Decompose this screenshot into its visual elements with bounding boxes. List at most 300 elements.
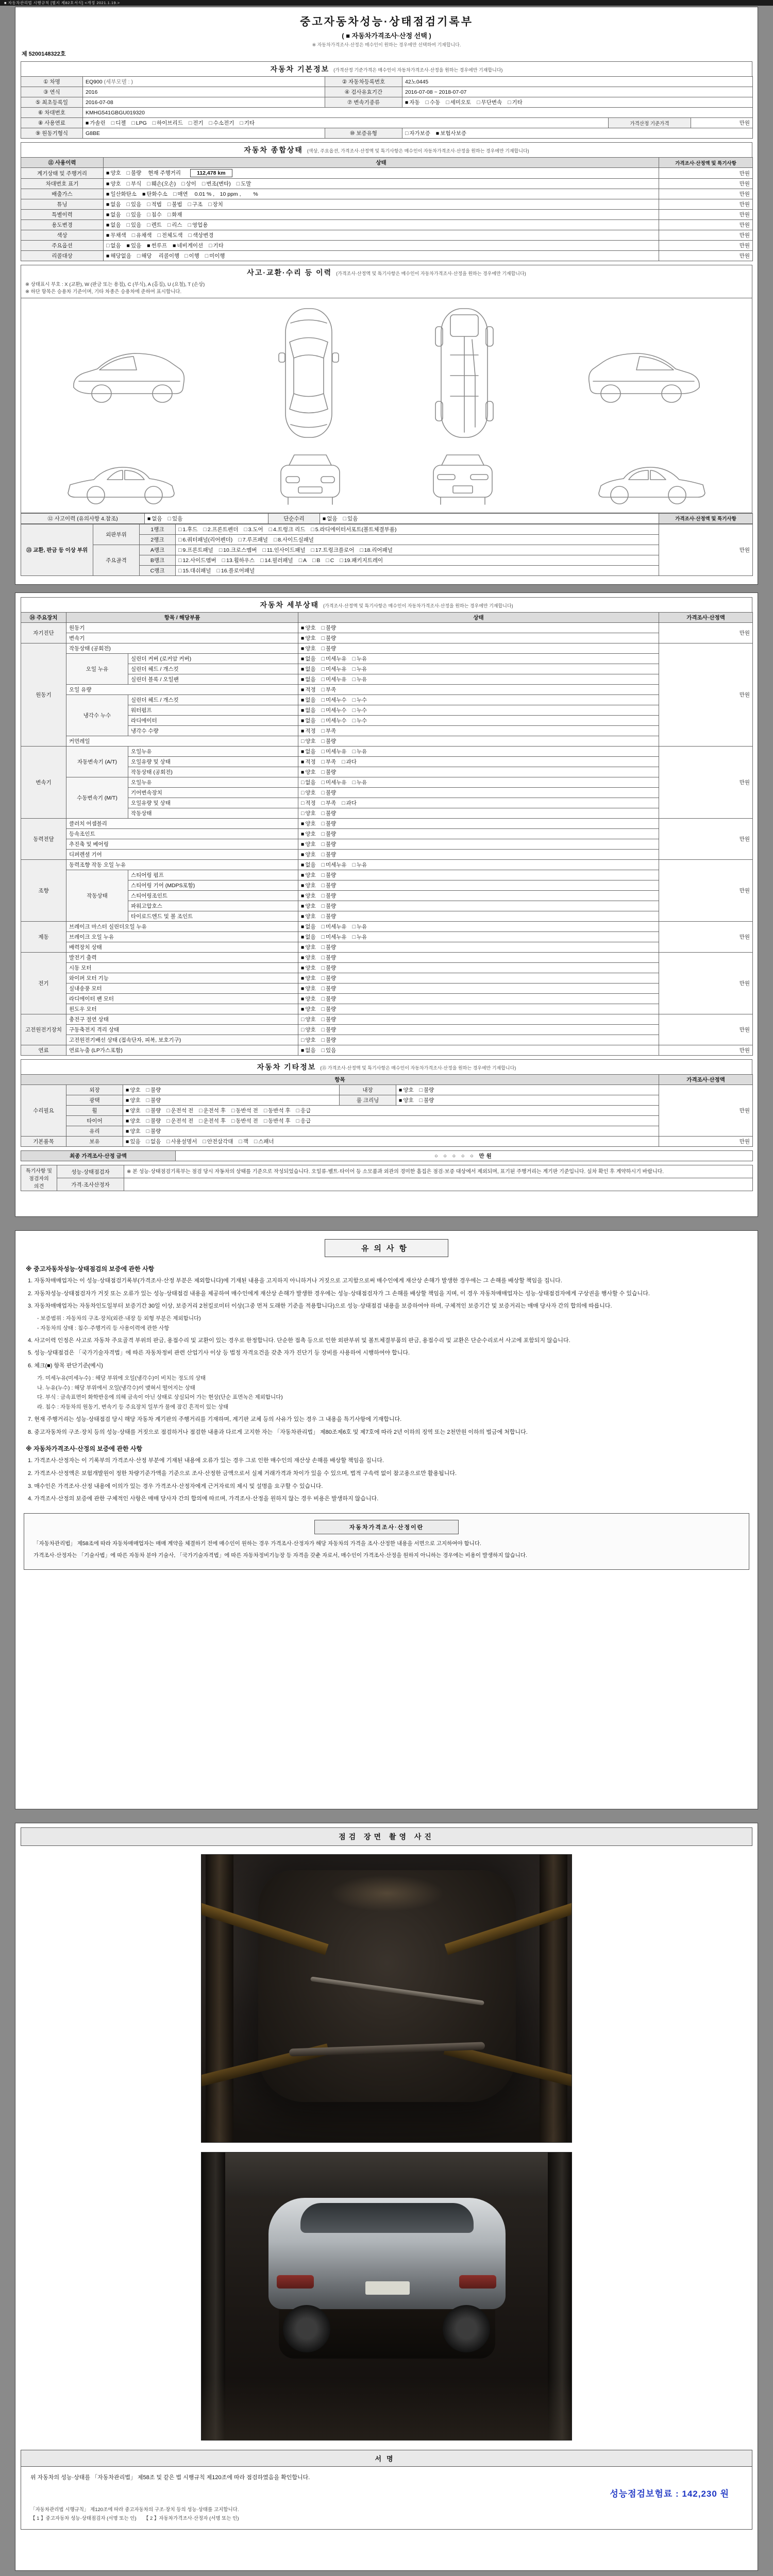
checkbox-checked xyxy=(147,515,162,522)
device-group-label: 동력전달 xyxy=(21,819,66,860)
checkbox-checked xyxy=(301,655,316,663)
checkbox-glyph: □ xyxy=(126,212,130,218)
checkbox-glyph: □ xyxy=(178,526,182,533)
checkbox-option xyxy=(322,768,337,776)
checkbox-label: 10.크로스멤버 xyxy=(223,547,257,553)
checkbox-option xyxy=(322,892,337,900)
checkbox-checked xyxy=(301,974,316,982)
checkbox-checked xyxy=(399,1086,414,1094)
sub-group-label: 자동변속기 (A/T) xyxy=(66,747,128,777)
detail-row xyxy=(21,643,753,654)
checkbox-label: 양호 xyxy=(305,1016,316,1023)
checkbox-option xyxy=(322,1046,337,1054)
checkbox-glyph: ■ xyxy=(86,120,89,126)
comprehensive-note: (색상, 주요옵션, 가격조사·산정액 및 특기사항은 매수인이 자동차가격조사·산정을 원하는 경우에만 기재합니다) xyxy=(307,148,529,154)
checkbox-label: 없음 xyxy=(305,666,316,672)
checkbox-label: 탄화수소 xyxy=(146,191,167,197)
checkbox-glyph: □ xyxy=(311,547,314,553)
section-etc-info xyxy=(21,1059,752,1147)
device-group-label: 원동기 xyxy=(21,643,66,747)
notice-item: 3. 자동차매매업자는 자동차인도일부터 보증기간 30일 이상, 보증거리 2천킬로미터 이상(그중 먼저 도래한 기준을 적용합니다)으로 성능·상태점검 내용을 보증하여야 하며, 구체적인 보증기간 및 보증거리는 매매 당사자 간의 합의에 따릅니다. xyxy=(28,1303,612,1310)
checkbox-glyph: □ xyxy=(254,1139,258,1145)
checkbox-glyph: ■ xyxy=(106,201,110,208)
checkbox-label: 미세누유 xyxy=(325,656,347,662)
checkbox-option xyxy=(264,1117,291,1125)
checkbox-label: 없음 xyxy=(110,222,121,228)
section-accident-history xyxy=(21,265,752,576)
checkbox-option xyxy=(296,1117,311,1125)
checkbox-checked xyxy=(126,1127,141,1135)
rear-window-shape xyxy=(300,2203,474,2233)
checkbox-label: 14.필러패널 xyxy=(264,557,293,564)
checkbox-option xyxy=(352,933,367,941)
detail-row xyxy=(21,695,753,705)
checkbox-option xyxy=(178,526,197,533)
checkbox-label: 양호 xyxy=(305,635,316,641)
checkbox-checked xyxy=(301,768,316,776)
checkbox-checked xyxy=(301,717,316,724)
checkbox-glyph: □ xyxy=(147,181,150,187)
detail-row xyxy=(21,747,753,757)
checkbox-label: 있음 xyxy=(130,1139,141,1145)
status-cell xyxy=(298,984,659,994)
checkbox-option xyxy=(178,536,232,544)
checkbox-label: 양호 xyxy=(403,1087,414,1093)
checkbox-label: 스패너 xyxy=(258,1139,274,1145)
usage-item-label: 주요옵션 xyxy=(21,241,104,251)
detail-row xyxy=(21,932,753,942)
checkbox-option xyxy=(322,778,347,786)
etc-item-label: 광택 xyxy=(66,1095,123,1106)
checkbox-label: 해당없음 xyxy=(110,253,131,259)
usage-item-label: 차대번호 표기 xyxy=(21,179,104,189)
checkbox-glyph: □ xyxy=(321,759,325,765)
checkbox-label: 동반석 전 xyxy=(236,1118,258,1124)
checkbox-glyph: □ xyxy=(268,526,272,533)
checkbox-glyph: □ xyxy=(188,232,192,239)
detail-row xyxy=(21,685,753,695)
checkbox-option xyxy=(322,964,337,972)
notice-subitem: - 자동차의 상태 : 침수·주행거리 등 사용이력에 관한 사항 xyxy=(37,1325,170,1331)
checkbox-label: 미이행 xyxy=(209,253,225,259)
status-cell xyxy=(298,901,659,911)
checkbox-checked xyxy=(126,1096,141,1104)
checkbox-label: 화재 xyxy=(172,212,182,218)
item-label: 오일 유량 xyxy=(66,685,298,695)
checkbox-glyph: ■ xyxy=(147,243,150,249)
device-group-label: 자기진단 xyxy=(21,623,66,643)
car-submodel: (세부모델 : ) xyxy=(104,79,133,85)
checkbox-label: 양호 xyxy=(305,903,316,909)
checkbox-glyph: □ xyxy=(131,120,135,126)
checkbox-label: 7.루프패널 xyxy=(242,536,268,543)
checkbox-checked xyxy=(301,871,316,879)
checkbox-label: 부족 xyxy=(325,759,337,765)
etc-item-label: 룸 크리닝 xyxy=(340,1095,396,1106)
item-label: 브레이크 마스터 실린더오일 누유 xyxy=(66,922,298,932)
device-group-label: 전기 xyxy=(21,953,66,1014)
checkbox-glyph: □ xyxy=(263,1118,267,1124)
checkbox-checked xyxy=(147,242,167,249)
checkbox-option xyxy=(178,567,211,574)
checkbox-glyph: ■ xyxy=(405,99,409,106)
checkbox-glyph: ■ xyxy=(301,934,305,940)
status-cell xyxy=(104,179,659,189)
checkbox-checked xyxy=(301,995,316,1003)
checkbox-option xyxy=(312,557,320,564)
checkbox-checked xyxy=(301,820,316,827)
price-survey-note: ※ 자동차가격조사·산정은 매수인이 원하는 경우에만 선택하여 기재합니다. xyxy=(312,42,461,47)
premium-value: 142,230 원 xyxy=(682,2489,729,2499)
checkbox-label: 적정 xyxy=(305,728,316,734)
basic-info-note: (가격산정 기준가격은 매수인이 자동차가격조사·산정을 원하는 경우에만 기재합니다) xyxy=(333,67,503,73)
accident-header xyxy=(21,265,752,280)
checkbox-option xyxy=(322,1015,337,1023)
checkbox-option xyxy=(301,1015,316,1023)
checkbox-label: 양호 xyxy=(305,852,316,858)
checkbox-glyph: □ xyxy=(219,547,223,553)
checkbox-glyph: ■ xyxy=(126,1139,129,1145)
rank-label: C랭크 xyxy=(140,565,176,575)
checkbox-glyph: □ xyxy=(209,243,212,249)
basic-info-table xyxy=(21,76,753,139)
checkbox-glyph: □ xyxy=(321,996,325,1002)
inspection-value: 2016-07-08 ~ 2018-07-07 xyxy=(402,87,753,97)
checkbox-label: 양호 xyxy=(130,1087,141,1093)
price-base-label: 가격산정 기준가격 xyxy=(609,118,691,128)
checkbox-glyph: □ xyxy=(321,1016,325,1023)
checkbox-label: 있음 xyxy=(130,201,142,208)
item-label: 워터펌프 xyxy=(128,705,298,716)
checkbox-label: 불량 xyxy=(325,769,337,775)
rank-label: 1랭크 xyxy=(140,524,176,534)
inspection-photo-rear-lift xyxy=(201,2152,572,2441)
checkbox-label: 없음 xyxy=(305,934,316,940)
checkbox-option xyxy=(231,1107,258,1114)
checkbox-option xyxy=(219,546,257,554)
checkbox-label: 불량 xyxy=(325,831,337,837)
detail-row xyxy=(21,870,753,880)
checkbox-checked xyxy=(301,954,316,961)
checkbox-label: 불량 xyxy=(325,646,337,652)
checkbox-glyph: ■ xyxy=(301,924,305,930)
etc-item-label: 유리 xyxy=(66,1126,123,1137)
status-cell xyxy=(298,777,659,788)
checkbox-option xyxy=(299,557,307,564)
checkbox-glyph: □ xyxy=(239,1139,242,1145)
detail-row xyxy=(21,767,753,777)
checkbox-option xyxy=(240,119,255,127)
car-rear-view-diagram xyxy=(424,448,501,510)
checkbox-option xyxy=(322,985,337,992)
checkbox-glyph: □ xyxy=(147,201,150,208)
notice-item: 4. 가격조사·산정의 보증에 관한 구체적인 사항은 매매 당사자 간의 합의에 따르며, 가격조사·산정을 원하지 않는 경우 비용은 발생하지 않습니다. xyxy=(28,1496,379,1502)
accident-note: (가격조사·산정액 및 특기사항은 매수인이 자동차가격조사·산정을 원하는 경우에만 기재합니다) xyxy=(336,271,526,276)
checkbox-glyph: ■ xyxy=(301,913,305,920)
checkbox-label: 상이 xyxy=(186,181,196,187)
checkbox-glyph: ■ xyxy=(106,232,110,239)
basic-info-title: 자동차 기본정보 xyxy=(270,65,330,73)
item-label: 실린더 헤드 / 개스킷 xyxy=(128,664,298,674)
status-cell xyxy=(104,199,659,210)
detail-row xyxy=(21,757,753,767)
status-cell xyxy=(298,819,659,829)
checkbox-glyph: □ xyxy=(222,557,225,564)
checkbox-option xyxy=(322,686,337,693)
checkbox-label: 누유 xyxy=(356,676,367,683)
item-label: 동력조향 작동 오일 누유 xyxy=(66,860,298,870)
detail-row xyxy=(21,726,753,736)
checkbox-option xyxy=(260,556,293,564)
checkbox-option xyxy=(254,1138,274,1145)
checkbox-glyph: ■ xyxy=(301,986,305,992)
checkbox-option xyxy=(352,923,367,930)
col-etc-item: 항목 xyxy=(21,1075,659,1085)
notice-subitem: 라. 침수 : 자동차의 원동기, 변속기 등 주요장치 일부가 물에 잠긴 흔적이 있는 상태 xyxy=(37,1404,229,1411)
checkbox-glyph: ■ xyxy=(301,666,305,672)
checkbox-label: 양호 xyxy=(305,821,316,827)
etc-header xyxy=(21,1059,752,1074)
detail-row xyxy=(21,819,753,829)
checkbox-label: 있음 xyxy=(130,243,142,249)
checkbox-option xyxy=(322,840,337,848)
col-etc-price: 가격조사·산정액 xyxy=(659,1075,753,1085)
checkbox-label: 불량 xyxy=(325,790,337,796)
checkbox-option xyxy=(301,809,316,817)
section-final-price xyxy=(21,1150,752,1161)
checkbox-option xyxy=(352,861,367,869)
checkbox-glyph: □ xyxy=(184,253,188,259)
checkbox-option xyxy=(239,1138,248,1145)
detail-row xyxy=(21,705,753,716)
detail-row xyxy=(21,839,753,850)
checkbox-glyph: □ xyxy=(146,1118,149,1124)
document-number: 제 5200148322호 xyxy=(22,51,66,57)
accident-flags-table xyxy=(21,513,753,524)
checkbox-label: 없음 xyxy=(305,676,316,683)
checkbox-label: 없음 xyxy=(305,924,316,930)
checkbox-option xyxy=(166,1117,193,1125)
checkbox-label: 양호 xyxy=(305,913,316,920)
checkbox-label: 불량 xyxy=(150,1118,161,1124)
notice-section2-items xyxy=(24,1456,749,1504)
checkbox-label: 불량 xyxy=(150,1128,161,1134)
checkbox-glyph: □ xyxy=(188,120,192,126)
checkbox-glyph: □ xyxy=(321,738,325,744)
sub-group-label: 냉각수 누수 xyxy=(66,695,128,736)
basic-info-header xyxy=(21,61,752,76)
status-cell xyxy=(298,685,659,695)
checkbox-glyph: □ xyxy=(352,862,356,868)
checkbox-label: 없음 xyxy=(150,1139,161,1145)
checkbox-label: 없음 xyxy=(305,718,316,724)
notice-item: 2. 자동차성능·상태점검자가 거짓 또는 오류가 있는 성능·상태점검 내용을 제공하여 매수인에게 재산상 손해가 발생한 경우에는 성능·상태점검자가 그 손해를 배상할 책임을 지며, 이 경우 자동차매매업자는 성능·상태점검자에게 구상권을 행사할 수 있습니다. xyxy=(28,1290,650,1297)
checkbox-option xyxy=(322,974,337,982)
etc-row xyxy=(21,1126,753,1137)
checkbox-option xyxy=(244,526,263,533)
checkbox-checked xyxy=(126,1107,141,1114)
checkbox-label: 불량 xyxy=(325,986,337,992)
notice-item: 8. 중고자동차의 구조·장치 등의 성능·상태를 거짓으로 점검하거나 점검한 내용과 다르게 고지한 자는 「자동차관리법」 제80조제6호 및 제7호에 따라 2년 이하의 징역 또는 2천만원 이하의 벌금에 처합니다. xyxy=(28,1429,528,1435)
usage-item-label: 용도변경 xyxy=(21,220,104,230)
notice-section2-title: ※ 자동차가격조사·산정의 보증에 관한 사항 xyxy=(26,1445,143,1453)
checkbox-glyph: □ xyxy=(178,547,182,553)
col-price: 가격조사·산정액 및 특기사항 xyxy=(659,158,753,168)
sub-group-label: 오일 누유 xyxy=(66,654,128,685)
checkbox-glyph: ■ xyxy=(301,996,305,1002)
sub-group-label: 작동상태 xyxy=(66,870,128,922)
detail-row xyxy=(21,654,753,664)
checkbox-label: 양호 xyxy=(305,996,316,1002)
status-cell xyxy=(104,168,659,179)
tail-light-left xyxy=(277,2275,314,2289)
checkbox-option xyxy=(426,98,441,106)
checkbox-checked xyxy=(301,912,316,920)
checkbox-label: B xyxy=(316,557,321,564)
notice-subitem: 나. 누유(누수) : 해당 부위에서 오일(냉각수)이 맺혀서 떨어지는 상태 xyxy=(37,1384,195,1391)
checkbox-option xyxy=(158,231,183,239)
checkbox-glyph: □ xyxy=(321,687,325,693)
status-cell xyxy=(298,695,659,705)
checkbox-label: 도말 xyxy=(241,181,251,187)
checkbox-checked xyxy=(106,211,121,218)
checkbox-option xyxy=(301,778,316,786)
device-group-label: 변속기 xyxy=(21,747,66,819)
checkbox-label: 양호 xyxy=(305,965,316,971)
checkbox-glyph: □ xyxy=(321,965,325,971)
checkbox-glyph: □ xyxy=(181,181,185,187)
checkbox-glyph: ■ xyxy=(301,872,305,878)
checkbox-option xyxy=(188,221,208,229)
price-cell: 만원 xyxy=(659,623,753,643)
checkbox-label: 불량 xyxy=(325,852,337,858)
checkbox-option xyxy=(352,748,367,755)
checkbox-glyph: □ xyxy=(298,557,303,564)
checkbox-label: 운전석 전 xyxy=(171,1108,194,1114)
checkbox-label: 1.후드 xyxy=(182,526,198,533)
checkbox-option xyxy=(311,526,396,533)
checkbox-option xyxy=(262,546,305,554)
item-label: 등속조인트 xyxy=(66,829,298,839)
price-cell: 만원 xyxy=(659,819,753,860)
status-text: 현재 주행거리 xyxy=(148,170,181,176)
detail-row xyxy=(21,901,753,911)
detail-row xyxy=(21,880,753,891)
checkbox-checked xyxy=(301,943,316,951)
device-group-label: 고전원전기장치 xyxy=(21,1014,66,1045)
checkbox-checked xyxy=(301,902,316,910)
price-col-header: 가격조사·산정액 및 특기사항 xyxy=(659,513,753,523)
detail-row xyxy=(21,942,753,953)
etc-row xyxy=(21,1106,753,1116)
checkbox-option xyxy=(127,211,142,218)
page-2 xyxy=(15,592,758,1217)
checkbox-label: 양호 xyxy=(130,1097,141,1104)
checkbox-glyph: □ xyxy=(203,526,207,533)
checkbox-label: 양호 xyxy=(403,1097,414,1104)
checkbox-label: 불량 xyxy=(150,1087,161,1093)
item-label: 와이퍼 모터 기능 xyxy=(66,973,298,984)
checkbox-option xyxy=(322,912,337,920)
checkbox-label: 구조 xyxy=(192,201,203,208)
item-label: 연료누출 (LP가스포함) xyxy=(66,1045,298,1056)
vin-value: KMHG541GBGU019320 xyxy=(83,108,753,118)
item-label: 스티어링 펌프 xyxy=(128,870,298,880)
checkbox-option xyxy=(311,546,355,554)
item-label: 변속기 xyxy=(66,633,298,643)
detail-row xyxy=(21,963,753,973)
checkbox-option xyxy=(322,665,347,673)
checkbox-glyph: ■ xyxy=(301,718,305,724)
price-cell: 만원 xyxy=(659,1045,753,1056)
checkbox-glyph: □ xyxy=(321,821,325,827)
checkbox-glyph: □ xyxy=(240,120,243,126)
price-cell: 만원 xyxy=(659,220,753,230)
checkbox-glyph: □ xyxy=(321,1037,325,1043)
notice-subitem: 가. 미세누유(미세누수) : 해당 부위에 오일(냉각수)이 비치는 정도의 상태 xyxy=(37,1375,206,1381)
checkbox-option xyxy=(205,252,225,260)
diagram-row-1 xyxy=(24,303,749,443)
warranty-checks xyxy=(402,128,753,139)
checkbox-glyph: □ xyxy=(321,893,325,899)
checkbox-glyph: □ xyxy=(343,515,346,522)
car-name-value xyxy=(83,77,325,87)
etc-note: (⑮ 가격조사·산정액 및 특기사항은 매수인이 자동차가격조사·산정을 원하는 경우에만 기재합니다) xyxy=(320,1065,516,1071)
checkbox-option xyxy=(127,200,142,208)
checkbox-glyph: ■ xyxy=(126,1108,129,1114)
checkbox-label: 불량 xyxy=(150,1108,161,1114)
usage-history-row xyxy=(21,179,753,189)
checkbox-label: 이행 xyxy=(189,253,199,259)
checkbox-glyph: ■ xyxy=(301,841,305,848)
checkbox-glyph: ■ xyxy=(301,646,305,652)
checkbox-label: 동반석 후 xyxy=(268,1108,291,1114)
checkbox-checked xyxy=(126,1138,141,1145)
fuel-label: ⑧ 사용연료 xyxy=(21,118,83,128)
checkbox-checked xyxy=(301,985,316,992)
checkbox-option xyxy=(322,1026,337,1033)
checkbox-checked xyxy=(142,190,167,198)
checkbox-glyph: □ xyxy=(352,676,356,683)
license-plate-shape xyxy=(365,2281,410,2295)
checkbox-glyph: ■ xyxy=(301,676,305,683)
checkbox-glyph: □ xyxy=(321,810,325,817)
table-row xyxy=(21,87,753,97)
usage-item-label: 튜닝 xyxy=(21,199,104,210)
usage-history-row xyxy=(21,189,753,199)
checkbox-label: 미세누수 xyxy=(325,718,347,724)
part-label: 외판부위 xyxy=(93,524,140,545)
checkbox-glyph: □ xyxy=(419,1087,423,1093)
checkbox-option xyxy=(296,1107,311,1114)
checkbox-glyph: □ xyxy=(301,1027,305,1033)
checkbox-glyph: □ xyxy=(126,170,130,176)
checkbox-glyph: □ xyxy=(146,1097,149,1104)
item-label: 오일누유 xyxy=(128,747,298,757)
checkbox-option xyxy=(477,98,502,106)
checkbox-label: 양호 xyxy=(305,893,316,899)
checkbox-glyph: □ xyxy=(352,924,356,930)
status-text: 리콜이행 xyxy=(158,253,180,259)
checkbox-checked xyxy=(106,231,126,239)
signature-statement: 위 자동차의 성능·상태를 「자동차관리법」 제58조 및 같은 법 시행규칙 제120조에 따라 점검하였음을 확인합니다. xyxy=(30,2475,310,2481)
checkbox-label: 유채색 xyxy=(136,232,152,239)
accident-history-label: ⑫ 사고이력 (유의사항 4.참조) xyxy=(21,513,145,523)
checkbox-option xyxy=(326,557,334,564)
checkbox-label: 미세누유 xyxy=(325,862,347,868)
status-cell xyxy=(123,1085,340,1095)
status-text: 0.01 % , 10 ppm , % xyxy=(194,191,258,197)
